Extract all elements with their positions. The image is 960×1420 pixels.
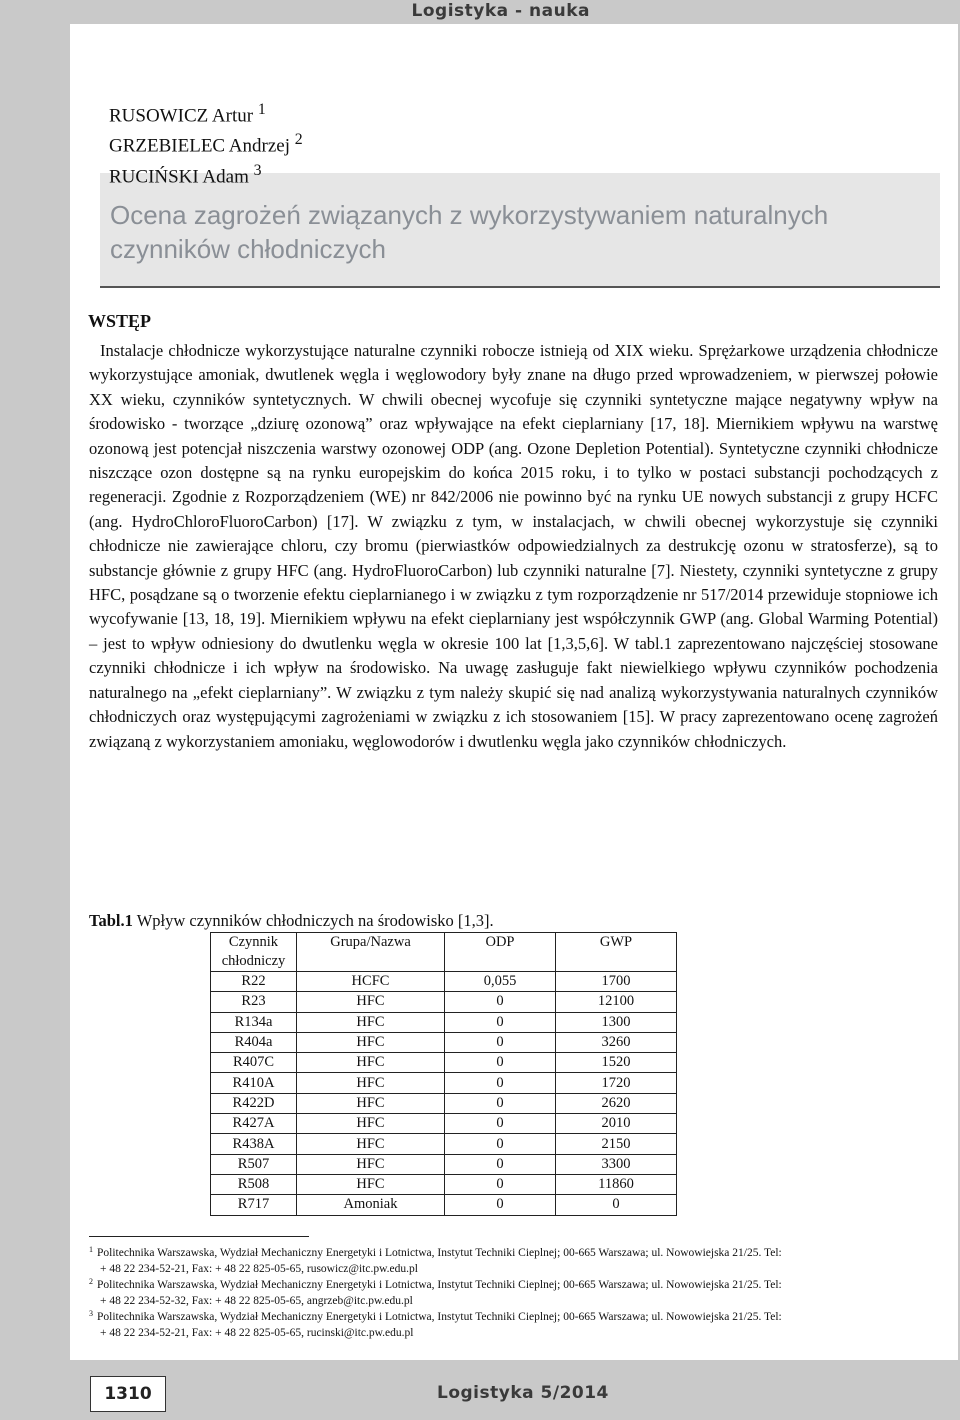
table-header-row <box>211 933 677 972</box>
author-name: GRZEBIELEC Andrzej <box>109 135 290 157</box>
table-cell: 0 <box>445 1053 556 1073</box>
table-cell: R23 <box>211 992 297 1012</box>
table-cell: HFC <box>297 1093 445 1113</box>
footnote-line: Politechnika Warszawska, Wydział Mechaniczny Energetyki i Lotnictwa, Instytut Techniki Cieplnej; 00-665 Warszawa; ul. Nowowiejska 21/25. Tel: <box>97 1311 782 1323</box>
table-cell: 0 <box>445 1032 556 1052</box>
running-header-bar <box>0 0 960 24</box>
table-cell: 0 <box>445 992 556 1012</box>
footnote-line: Politechnika Warszawska, Wydział Mechaniczny Energetyki i Lotnictwa, Instytut Techniki Cieplnej; 00-665 Warszawa; ul. Nowowiejska 21/25. Tel: <box>97 1247 782 1259</box>
table-cell: 0 <box>556 1195 677 1215</box>
footnotes <box>89 1245 949 1341</box>
table-cell: Amoniak <box>297 1195 445 1215</box>
table-cell: R508 <box>211 1174 297 1194</box>
footnote <box>89 1309 949 1341</box>
table-cell: HFC <box>297 1012 445 1032</box>
table-cell: HFC <box>297 992 445 1012</box>
footnote <box>89 1277 949 1309</box>
table-cell: R422D <box>211 1093 297 1113</box>
footnote-line: Politechnika Warszawska, Wydział Mechaniczny Energetyki i Lotnictwa, Instytut Techniki Cieplnej; 00-665 Warszawa; ul. Nowowiejska 21/25. Tel: <box>97 1279 782 1291</box>
table-cell: HFC <box>297 1053 445 1073</box>
table-row <box>211 1093 677 1113</box>
table-cell: HFC <box>297 1154 445 1174</box>
table-cell: 2150 <box>556 1134 677 1154</box>
page-number: 1310 <box>90 1376 166 1412</box>
footnote-mark: 1 <box>89 1245 93 1254</box>
table-cell: R134a <box>211 1012 297 1032</box>
table-cell: R438A <box>211 1134 297 1154</box>
author-name: RUSOWICZ Artur <box>109 105 254 127</box>
author-mark: 3 <box>253 161 262 179</box>
footnote-mark: 3 <box>89 1309 93 1318</box>
table-caption-label: Tabl.1 <box>89 911 133 930</box>
author <box>109 98 303 128</box>
column-header: Czynnik chłodniczy <box>211 933 297 972</box>
table-cell: R427A <box>211 1114 297 1134</box>
footnote-mark: 2 <box>89 1277 93 1286</box>
table-cell: 0 <box>445 1134 556 1154</box>
table-cell: 2620 <box>556 1093 677 1113</box>
table-cell: HFC <box>297 1032 445 1052</box>
table-cell: 0 <box>445 1195 556 1215</box>
table-cell: R507 <box>211 1154 297 1174</box>
table-row <box>211 972 677 992</box>
table-cell: HCFC <box>297 972 445 992</box>
table-cell: HFC <box>297 1114 445 1134</box>
table-cell: R22 <box>211 972 297 992</box>
table-row <box>211 1053 677 1073</box>
table-row <box>211 1195 677 1215</box>
table-cell: 3300 <box>556 1154 677 1174</box>
table-cell: R717 <box>211 1195 297 1215</box>
column-header: ODP <box>445 933 556 972</box>
author-mark: 2 <box>294 131 303 149</box>
author <box>109 159 303 189</box>
table-caption-text: Wpływ czynników chłodniczych na środowisko [1,3]. <box>132 911 494 930</box>
table-cell: 0 <box>445 1093 556 1113</box>
table-body <box>211 972 677 1216</box>
author-mark: 1 <box>257 101 266 118</box>
table-caption <box>89 911 494 931</box>
author <box>109 128 303 158</box>
table-cell: HFC <box>297 1134 445 1154</box>
table-cell: 0 <box>445 1073 556 1093</box>
paper-title: Ocena zagrożeń związanych z wykorzystywaniem naturalnych czynników chłodniczych <box>110 200 829 264</box>
table-row <box>211 1134 677 1154</box>
table-row <box>211 1073 677 1093</box>
table-cell: 11860 <box>556 1174 677 1194</box>
table-cell: R407C <box>211 1053 297 1073</box>
table-cell: 1520 <box>556 1053 677 1073</box>
author-name: RUCIŃSKI Adam <box>109 165 249 187</box>
journal-name: Logistyka 5/2014 <box>437 1383 609 1403</box>
footnote <box>89 1245 949 1277</box>
column-header: Grupa/Nazwa <box>297 933 445 972</box>
footnote-rule <box>89 1236 309 1237</box>
table-cell: 3260 <box>556 1032 677 1052</box>
table-row <box>211 1114 677 1134</box>
section-heading: WSTĘP <box>88 311 152 331</box>
footnote-line: + 48 22 234-52-32, Fax: + 48 22 825-05-65, angrzeb@itc.pw.edu.pl <box>100 1295 413 1307</box>
column-header: GWP <box>556 933 677 972</box>
table-cell: R410A <box>211 1073 297 1093</box>
table-cell: 1300 <box>556 1012 677 1032</box>
table-cell: 0 <box>445 1114 556 1134</box>
footnote-line: + 48 22 234-52-21, Fax: + 48 22 825-05-65, rusowicz@itc.pw.edu.pl <box>100 1263 418 1275</box>
table-cell: 12100 <box>556 992 677 1012</box>
refrigerant-table <box>210 932 677 1216</box>
table-cell: 0 <box>445 1012 556 1032</box>
table-cell: HFC <box>297 1073 445 1093</box>
table-row <box>211 1154 677 1174</box>
table-row <box>211 1174 677 1194</box>
table-row <box>211 1032 677 1052</box>
table-row <box>211 1012 677 1032</box>
section-body: Instalacje chłodnicze wykorzystujące naturalne czynniki robocze istnieją od XIX wieku. Sprężarkowe urządzenia chłodnicze wykorzystujące amoniak, dwutlenek węgla i węglowodory były znane na długo przed wprowadzeniem, w pierwszej połowie XX wieku, czynników syntetycznych. W chwili obecnej wycofuje się czynniki syntetyczne mające negatywny wpływ na środowisko - tworzące „dziurę ozonową” oraz wpływające na efekt cieplarniany [17, 18]. Miernikiem wpływu na warstwę ozonową jest potencjał niszczenia warstwy ozonowej ODP (ang. Ozone Depletion Potential). Syntetyczne czynniki chłodnicze niszczące ozon dostępne są na rynku europejskim do końca 2015 roku, i to tylko w postaci substancji pochodzących z regeneracji. Zgodnie z Rozporządzeniem (WE) nr 842/2006 nie powinno być na rynku UE nowych substancji z grupy HCFC (ang. HydroChloroFluoroCarbon) [17]. W związku z tym, w instalacjach, w chwili obecnej wykorzystuje się czynniki chłodnicze nie zawierające chloru, czy bromu (pierwiastków odpowiedzialnych za destrukcję ozonu w stratosferze), są to substancje głównie z grupy HFC (ang. HydroFluoroCarbon) lub czynniki naturalne [7]. Niestety, czynniki syntetyczne z grupy HFC, posądzane są o tworzenie efektu cieplarnianego i w związku z tym rozporządzenie nr 517/2014 przewiduje stopniowe ich wycofywanie [13, 18, 19]. Miernikiem wpływu na efekt cieplarniany jest współczynnik GWP (ang. Global Warming Potential) – jest to wpływ odniesiony do dwutlenku węgla w okresie 100 lat [1,3,5,6]. W tabl.1 zaprezentowano najczęściej stosowane czynniki chłodnicze i ich wpływ na środowisko. Na uwagę zasługuje fakt niewielkiego wpływu czynników pochodzenia naturalnego na „efekt cieplarniany”. W związku z tym należy skupić się nad analizą wykorzystywania naturalnych czynników chłodniczych oraz występującymi zagrożeniami w związku z ich stosowaniem [15]. W pracy zaprezentowano ocenę zagrożeń związaną z wykorzystaniem amoniaku, węglowodorów i dwutlenku węgla jako czynników chłodniczych. <box>89 341 938 751</box>
footnote-line: + 48 22 234-52-21, Fax: + 48 22 825-05-65, rucinski@itc.pw.edu.pl <box>100 1327 414 1339</box>
table-cell: R404a <box>211 1032 297 1052</box>
table-cell: 1720 <box>556 1073 677 1093</box>
table-cell: 0 <box>445 1154 556 1174</box>
table-cell: HFC <box>297 1174 445 1194</box>
table-cell: 0 <box>445 1174 556 1194</box>
table-cell: 1700 <box>556 972 677 992</box>
table-cell: 0,055 <box>445 972 556 992</box>
table-cell: 2010 <box>556 1114 677 1134</box>
table-row <box>211 992 677 1012</box>
author-list <box>109 98 303 189</box>
running-header-title: Logistyka - nauka <box>411 1 590 21</box>
